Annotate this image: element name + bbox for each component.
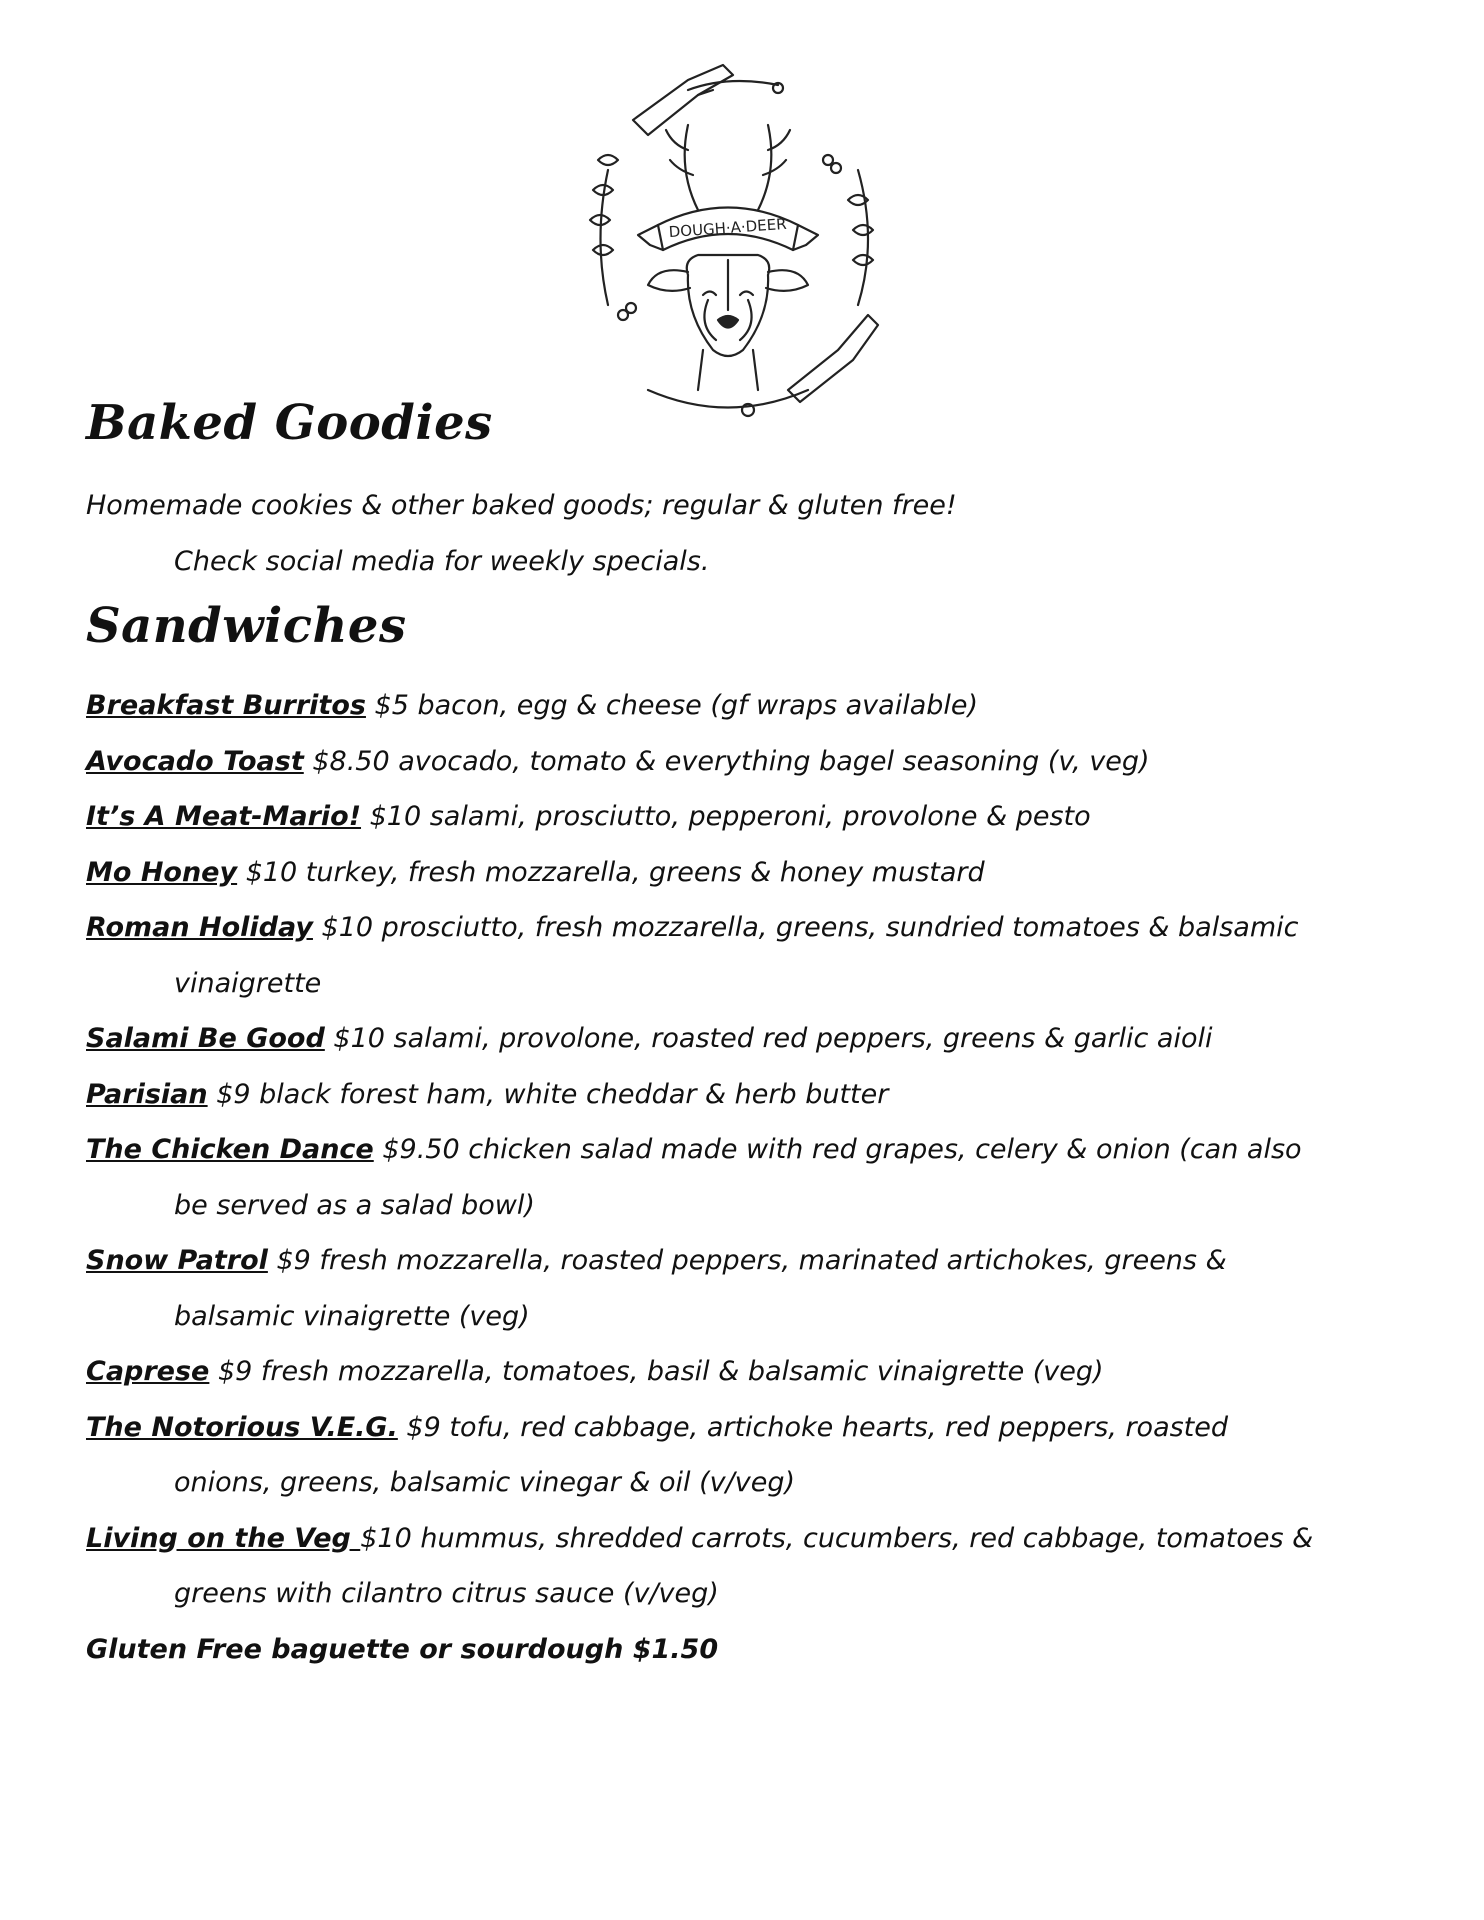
gluten-free-note: Gluten Free baguette or sourdough $1.50	[86, 1633, 719, 1665]
menu-item-name: The Chicken Dance	[86, 1134, 374, 1165]
list-item	[86, 678, 1416, 734]
menu-item-name: It’s A Meat-Mario!	[86, 801, 362, 832]
dough-a-deer-logo	[538, 50, 918, 440]
list-item	[86, 734, 1416, 790]
menu-item-description: $10 salami, provolone, roasted red peppers, greens & garlic aioli	[324, 1023, 1213, 1054]
menu-item-name: Roman Holiday	[86, 912, 313, 943]
baked-goodies-description	[86, 478, 957, 590]
menu-item-name: The Notorious V.E.G.	[86, 1411, 398, 1443]
menu-item-description: $10 prosciutto, fresh mozzarella, greens, sundried tomatoes & balsamic	[312, 912, 1299, 943]
menu-item-description-cont: onions, greens, balsamic vinegar & oil (v/veg)	[174, 1467, 796, 1498]
menu-item-name: Living on the Veg	[86, 1522, 361, 1554]
baked-line-1: Homemade cookies & other baked goods; regular & gluten free!	[86, 490, 957, 521]
menu-item-name: Avocado Toast	[86, 745, 304, 777]
list-item	[86, 845, 1416, 901]
list-item	[86, 1400, 1416, 1511]
baked-line-2: Check social media for weekly specials.	[174, 546, 710, 577]
list-item	[86, 1344, 1416, 1400]
sandwich-list	[86, 678, 1416, 1677]
menu-item-name: Breakfast Burritos	[86, 690, 366, 721]
list-item	[86, 1067, 1416, 1123]
menu-item-description: $9 fresh mozzarella, roasted peppers, marinated artichokes, greens &	[267, 1245, 1227, 1276]
menu-item-description: $5 bacon, egg & cheese (gf wraps available)	[365, 690, 979, 721]
menu-item-description-cont: greens with cilantro citrus sauce (v/veg)	[174, 1578, 719, 1609]
menu-item-description: $10 turkey, fresh mozzarella, greens & honey mustard	[237, 856, 985, 888]
deer-wreath-icon	[538, 50, 918, 440]
list-item	[86, 789, 1416, 845]
list-item	[86, 1011, 1416, 1067]
baked-goodies-heading: Baked Goodies	[86, 395, 493, 451]
menu-item-description: $9 fresh mozzarella, tomatoes, basil & balsamic vinaigrette (veg)	[209, 1356, 1104, 1387]
menu-item-description: $9 tofu, red cabbage, artichoke hearts, red peppers, roasted	[397, 1411, 1229, 1443]
menu-item-description: $8.50 avocado, tomato & everything bagel seasoning (v, veg)	[303, 745, 1150, 777]
menu-item-description-cont: vinaigrette	[174, 967, 322, 999]
menu-item-description: $9 black forest ham, white cheddar & herb butter	[207, 1078, 889, 1110]
sandwiches-heading: Sandwiches	[86, 598, 407, 654]
list-item	[86, 1511, 1416, 1622]
menu-item-description: $10 hummus, shredded carrots, cucumbers, red cabbage, tomatoes &	[360, 1522, 1314, 1554]
menu-item-name: Parisian	[86, 1078, 208, 1110]
menu-item-description: $9.50 chicken salad made with red grapes, celery & onion (can also	[373, 1134, 1302, 1165]
menu-item-name: Salami Be Good	[86, 1023, 325, 1054]
menu-item-name: Caprese	[86, 1356, 210, 1387]
menu-item-description-cont: balsamic vinaigrette (veg)	[174, 1300, 530, 1332]
menu-item-name: Mo Honey	[86, 856, 238, 888]
list-item	[86, 900, 1416, 1011]
menu-item-description-cont: be served as a salad bowl)	[174, 1189, 535, 1221]
menu-item-description: $10 salami, prosciutto, pepperoni, provolone & pesto	[361, 801, 1091, 832]
list-item	[86, 1233, 1416, 1344]
logo-banner-text: DOUGH·A·DEER	[668, 214, 788, 242]
menu-item-name: Snow Patrol	[86, 1245, 268, 1276]
list-item	[86, 1122, 1416, 1233]
